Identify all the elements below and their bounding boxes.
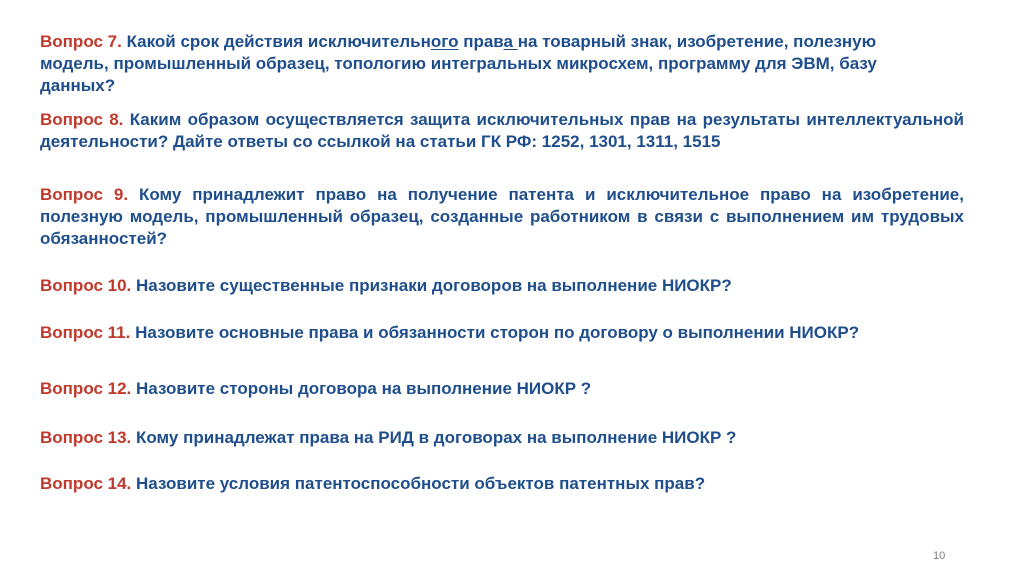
question-7-line-2: модель, промышленный образец, топологию интегральных микросхем, программу для ЭВМ, базу	[40, 54, 877, 73]
question-11-text: Назовите основные права и обязанности сторон по договору о выполнении НИОКР?	[130, 323, 860, 342]
question-7-underlined-2: а	[503, 32, 518, 51]
question-10-label: Вопрос 10.	[40, 276, 132, 295]
question-11	[40, 322, 964, 344]
question-10-text: Назовите существенные признаки договоров на выполнение НИОКР?	[131, 276, 732, 295]
question-7-text-part-1: Какой срок действия исключительн	[121, 32, 431, 51]
question-7-text-part-2: прав	[458, 32, 504, 51]
question-7	[40, 31, 990, 97]
question-7-label: Вопрос 7.	[40, 32, 122, 51]
question-12-label: Вопрос 12.	[40, 379, 132, 398]
question-9-text: Кому принадлежит право на получение патента и исключительное право на изобретение, полезную модель, промышленный образец, созданные работником в связи с выполнением им трудовых обязанностей?	[40, 185, 964, 248]
question-14	[40, 473, 990, 495]
question-7-text-part-3: на товарный знак, изобретение, полезную	[517, 32, 877, 51]
question-13-text: Кому принадлежат права на РИД в договорах на выполнение НИОКР ?	[131, 428, 737, 447]
question-9-label: Вопрос 9.	[40, 185, 129, 204]
question-12-text: Назовите стороны договора на выполнение НИОКР ?	[131, 379, 592, 398]
question-12	[40, 378, 990, 400]
question-9	[40, 184, 964, 250]
question-11-label: Вопрос 11.	[40, 323, 131, 342]
page-number: 10	[933, 550, 946, 562]
question-7-line-1	[40, 31, 990, 53]
question-8-label: Вопрос 8.	[40, 110, 124, 129]
question-13-label: Вопрос 13.	[40, 428, 132, 447]
question-8	[40, 109, 964, 153]
question-7-line-3: данных?	[40, 76, 116, 95]
question-7-underlined-1: ого	[430, 32, 459, 51]
question-10	[40, 275, 990, 297]
question-14-text: Назовите условия патентоспособности объектов патентных прав?	[131, 474, 706, 493]
question-13	[40, 427, 990, 449]
question-8-text: Каким образом осуществляется защита исключительных прав на результаты интеллектуальной деятельности? Дайте ответы со ссылкой на статьи ГК РФ: 1252, 1301, 1311, 1515	[40, 110, 964, 151]
question-14-label: Вопрос 14.	[40, 474, 132, 493]
